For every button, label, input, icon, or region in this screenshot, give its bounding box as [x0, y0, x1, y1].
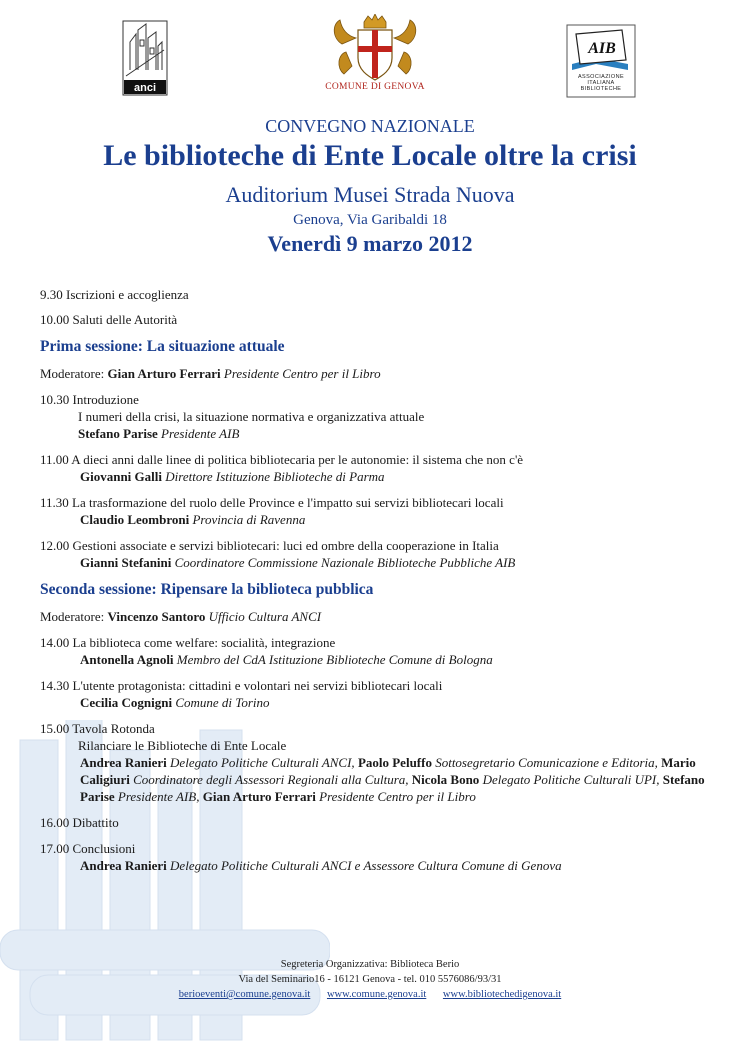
program-greetings: 10.00 Saluti delle Autorità [40, 312, 178, 327]
panelist-role: Delegato Politiche Culturali UPI, [479, 772, 663, 787]
panelist-name: Stefano Parise [80, 772, 705, 804]
speaker-name: Andrea Ranieri [80, 858, 167, 873]
slot-1700-speaker [40, 857, 720, 874]
program [40, 286, 720, 874]
slot-1200-speaker [40, 554, 720, 571]
biblioteche-site-link[interactable]: www.bibliotechedigenova.it [442, 989, 562, 1000]
slot-1400-topic: 14.00 La biblioteca come welfare: socialità, integrazione [40, 635, 336, 650]
moderator-label: Moderatore: [40, 366, 108, 381]
address: Genova, Via Garibaldi 18 [293, 212, 447, 228]
footer-links [0, 987, 740, 1002]
panelist-role: Coordinatore degli Assessori Regionali alla Cultura, [129, 772, 412, 787]
speaker-name: Gianni Stefanini [80, 555, 172, 570]
slot-1200-topic: 12.00 Gestioni associate e servizi bibliotecari: luci ed ombre della cooperazione in Italia [40, 538, 499, 553]
footer-address: Via del Seminario16 - 16121 Genova - tel. 010 5576086/93/31 [238, 974, 502, 985]
panelist-name: Andrea Ranieri [80, 755, 167, 770]
speaker-role: Membro del CdA Istituzione Biblioteche Comune di Bologna [173, 652, 493, 667]
moderator-role: Ufficio Cultura ANCI [205, 609, 322, 624]
session-2-moderator [40, 608, 720, 625]
convegno-heading: CONVEGNO NAZIONALE [265, 116, 475, 136]
slot-1030-title: 10.30 Introduzione [40, 392, 139, 407]
slot-1430-speaker [40, 694, 720, 711]
genova-label: COMUNE DI GENOVA [325, 82, 425, 92]
slot-1600: 16.00 Dibattito [40, 815, 119, 830]
slot-1500-title: 15.00 Tavola Rotonda [40, 721, 155, 736]
page-title: Le biblioteche di Ente Locale oltre la crisi [103, 139, 637, 172]
footer [0, 957, 740, 1002]
anci-logo-text: anci [133, 82, 157, 94]
slot-1700-title: 17.00 Conclusioni [40, 841, 136, 856]
session-1-moderator [40, 365, 720, 382]
speaker-role: Provincia di Ravenna [189, 512, 306, 527]
panelist-role: Presidente AIB, [114, 789, 203, 804]
panelist-name: Paolo Peluffo [357, 755, 432, 770]
slot-1400-speaker [40, 651, 720, 668]
aib-subtitle: ASSOCIAZIONE ITALIANA BIBLIOTECHE [577, 74, 625, 92]
speaker-role: Coordinatore Commissione Nazionale Biblioteche Pubbliche AIB [171, 555, 516, 570]
aib-logo [566, 24, 636, 98]
slot-1030-speaker [40, 425, 720, 442]
slot-1430-topic: 14.30 L'utente protagonista: cittadini e volontari nei servizi bibliotecari locali [40, 678, 443, 693]
slot-1100-topic: 11.00 A dieci anni dalle linee di politica bibliotecaria per le autonomie: il sistema che non c'è [40, 452, 524, 467]
moderator-name: Vincenzo Santoro [107, 609, 206, 624]
speaker-name: Stefano Parise [78, 426, 158, 441]
comune-site-link[interactable]: www.comune.genova.it [326, 989, 427, 1000]
slot-1130-speaker [40, 511, 720, 528]
speaker-name: Antonella Agnoli [80, 652, 174, 667]
panelist-name: Mario Caligiuri [80, 755, 696, 787]
speaker-name: Claudio Leombroni [80, 512, 190, 527]
speaker-name: Cecilia Cognigni [80, 695, 173, 710]
panelist-role: Delegato Politiche Culturali ANCI, [166, 755, 358, 770]
panelist-role: Presidente Centro per il Libro [315, 789, 476, 804]
speaker-role: Presidente AIB [157, 426, 240, 441]
moderator-name: Gian Arturo Ferrari [107, 366, 221, 381]
email-link[interactable]: berioeventi@comune.genova.it [178, 989, 311, 1000]
panelist-name: Gian Arturo Ferrari [202, 789, 316, 804]
speaker-role: Direttore Istituzione Biblioteche di Parma [162, 469, 385, 484]
program-registration: 9.30 Iscrizioni e accoglienza [40, 287, 189, 302]
session-2-title: Seconda sessione: Ripensare la biblioteca pubblica [40, 581, 374, 598]
slot-1130-topic: 11.30 La trasformazione del ruolo delle Province e l'impatto sui servizi bibliotecari locali [40, 495, 504, 510]
moderator-role: Presidente Centro per il Libro [220, 366, 381, 381]
session-1-title: Prima sessione: La situazione attuale [40, 338, 285, 355]
speaker-role: Comune di Torino [172, 695, 270, 710]
slot-1030-topic: I numeri della crisi, la situazione normativa e organizzativa attuale [78, 409, 425, 424]
speaker-role: Delegato Politiche Culturali ANCI e Assessore Cultura Comune di Genova [166, 858, 562, 873]
speaker-name: Giovanni Galli [80, 469, 162, 484]
event-date: Venerdì 9 marzo 2012 [267, 231, 473, 256]
footer-organizer: Segreteria Organizzativa: Biblioteca Berio [280, 959, 460, 970]
aib-logo-text: AIB [588, 40, 616, 57]
moderator-label: Moderatore: [40, 609, 108, 624]
panelist-name: Nicola Bono [411, 772, 480, 787]
slot-1100-speaker [40, 468, 720, 485]
slot-1500-panel [40, 754, 720, 805]
anci-logo [122, 20, 168, 96]
venue: Auditorium Musei Strada Nuova [225, 182, 515, 207]
slot-1500-subtitle: Rilanciare le Biblioteche di Ente Locale [78, 738, 287, 753]
panelist-role: Sottosegretario Comunicazione e Editoria, [431, 755, 662, 770]
